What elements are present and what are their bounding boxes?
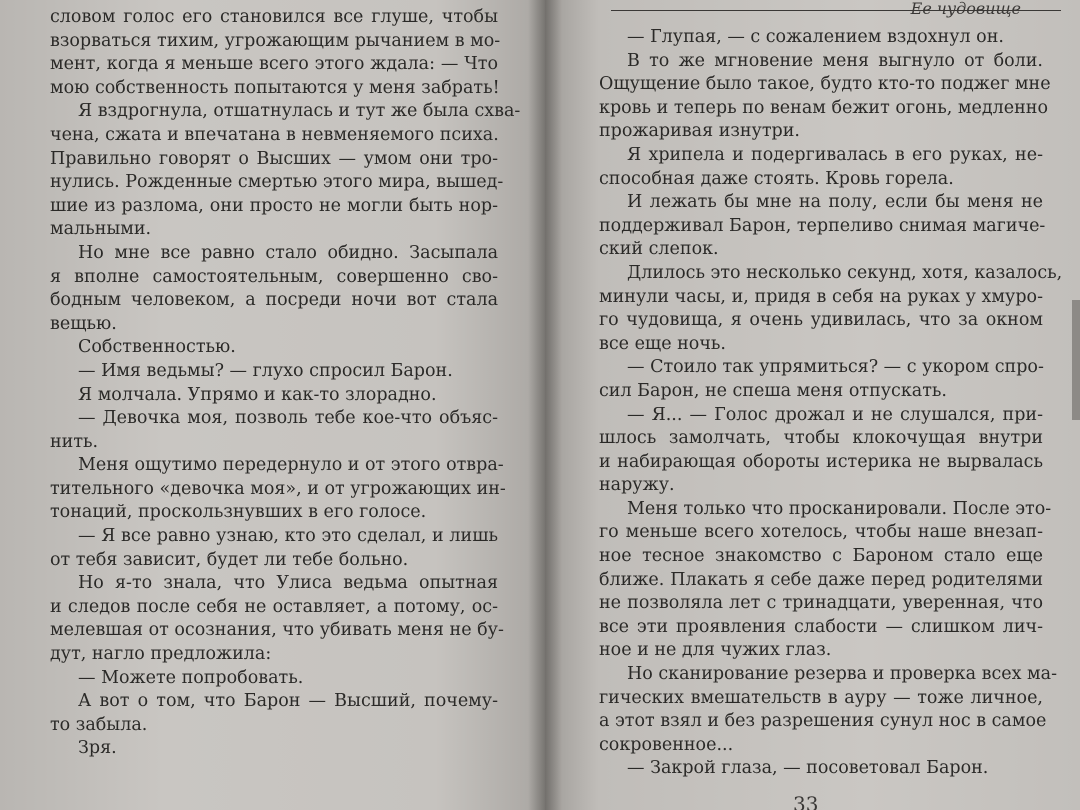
text-line: тительного «девочка моя», и от угрожающих ин-	[50, 478, 506, 499]
text-line: Собственностью.	[78, 337, 236, 358]
text-line: тонаций, проскользнувших в его голосе.	[50, 502, 427, 523]
text-line: не позволяла лет с тринадцати, уверенная, что	[599, 593, 1043, 614]
text-line: нулись. Рожденные смертью этого мира, вышед-	[50, 172, 504, 193]
text-line: от тебя зависит, будет ли тебе больно.	[50, 549, 409, 570]
text-line: Я молчала. Упрямо и как-то злорадно.	[78, 384, 437, 405]
text-line: сил Барон, не спеша меня отпускать.	[599, 380, 947, 401]
text-line: чена, сжата и впечатана в невменяемого психа.	[50, 124, 499, 145]
text-line: мелевшая от осознания, что убивать меня не бу-	[50, 620, 504, 641]
left-page-text	[50, 6, 521, 761]
page-edge	[1072, 300, 1080, 420]
text-line: Но мне все равно стало обидно. Засыпала	[78, 242, 498, 263]
text-line: ближе. Плакать я себе даже перед родителями	[599, 569, 1043, 590]
text-line: — Глупая, — с сожалением вздохнул он.	[627, 27, 1004, 47]
text-line: дут, нагло предложила:	[50, 644, 272, 665]
text-line: И лежать бы мне на полу, если бы меня не	[627, 192, 1043, 213]
text-line: го чудовища, я очень удивилась, что за окном	[599, 310, 1043, 331]
text-line: — Девочка моя, позволь тебе кое-что объяс-	[78, 408, 498, 429]
text-line: ский слепок.	[599, 239, 719, 260]
text-line: — Я... — Голос дрожал и не слушался, при-	[627, 404, 1043, 425]
text-line: — Имя ведьмы? — глухо спросил Барон.	[78, 360, 453, 381]
text-line: Правильно говорят о Высших — умом они тро-	[50, 148, 498, 169]
text-line: гических вмешательств в ауру — тоже личное,	[599, 687, 1043, 708]
text-line: Меня ощутимо передернуло и от этого отвра-	[78, 455, 504, 476]
text-line: ное тесное знакомство с Бароном стало еще	[599, 546, 1043, 567]
text-line: нить.	[50, 431, 99, 452]
text-line: Я хрипела и подергивалась в его руках, не-	[627, 144, 1043, 165]
text-line: способная даже стоять. Кровь горела.	[599, 168, 954, 189]
text-line: взорваться тихим, угрожающим рычанием в мо-	[50, 30, 501, 51]
text-line: шлось замолчать, чтобы клокочущая внутри	[599, 428, 1043, 449]
text-line: и следов после себя не оставляет, а потому, ос-	[50, 596, 498, 617]
text-line: го меньше всего хотелось, чтобы наше внезап-	[599, 522, 1043, 543]
header-rule	[611, 0, 1061, 18]
text-line: мальными.	[50, 219, 152, 240]
text-line: бодным человеком, а посреди ночи вот стала	[50, 290, 498, 311]
text-line: А вот о том, что Барон — Высший, почему-	[78, 691, 498, 712]
text-line: — Можете попробовать.	[78, 667, 304, 688]
text-line: прожаривая изнутри.	[599, 121, 800, 142]
text-line: Зря.	[78, 738, 117, 759]
text-line: — Закрой глаза, — посоветовал Барон.	[627, 758, 989, 779]
text-line: минули часы, и, придя в себя на руках у хмуро-	[599, 286, 1043, 307]
text-line: В то же мгновение меня выгнуло от боли.	[627, 50, 1043, 71]
text-line: шие из разлома, они просто не могли быть нор-	[50, 195, 498, 216]
text-line: — Я все равно узнаю, кто это сделал, и лишь	[78, 526, 498, 547]
text-line: мент, когда я меньше всего этого ждала: — Что	[50, 54, 498, 75]
text-line: сокровенное...	[599, 734, 734, 755]
text-line: мою собственность попытаются у меня забрать!	[50, 77, 500, 98]
text-line: кровь и теперь по венам бежит огонь, медленно	[599, 97, 1048, 118]
text-line: Длилось это несколько секунд, хотя, казалось,	[627, 262, 1063, 283]
right-page	[545, 0, 1080, 810]
book-gutter	[528, 0, 562, 810]
text-line: а этот взял и без разрешения сунул нос в самое	[599, 711, 1047, 732]
text-line: все еще ночь.	[599, 333, 726, 354]
text-line: Но сканирование резерва и проверка всех ма-	[627, 664, 1058, 685]
text-line: — Стоило так упрямиться? — с укором спро-	[627, 357, 1044, 378]
text-line: Но я-то знала, что Улиса ведьма опытная	[78, 573, 498, 594]
text-line: словом голос его становился все глуше, чтобы	[50, 7, 498, 27]
text-line: поддерживал Барон, терпеливо снимая магиче-	[599, 215, 1046, 236]
right-page-text	[599, 26, 1063, 781]
page-number: 33	[793, 792, 819, 810]
text-line: вещью.	[50, 313, 117, 334]
text-line: ное и не для чужих глаз.	[599, 640, 832, 661]
text-line: Ощущение было такое, будто кто-то поджег мне	[599, 74, 1051, 95]
text-line: все эти проявления слабости — слишком лич-	[599, 616, 1043, 637]
text-line: то забыла.	[50, 714, 148, 735]
text-line: наружу.	[599, 475, 675, 496]
running-head: Ее чудовище	[910, 0, 1021, 18]
text-line: Меня только что просканировали. После это-	[627, 498, 1052, 519]
text-line: я вполне самостоятельным, совершенно сво-	[50, 266, 498, 287]
text-line: Я вздрогнула, отшатнулась и тут же была схва-	[78, 101, 521, 122]
text-line: и набирающая обороты истерика не вырвалась	[599, 451, 1043, 472]
